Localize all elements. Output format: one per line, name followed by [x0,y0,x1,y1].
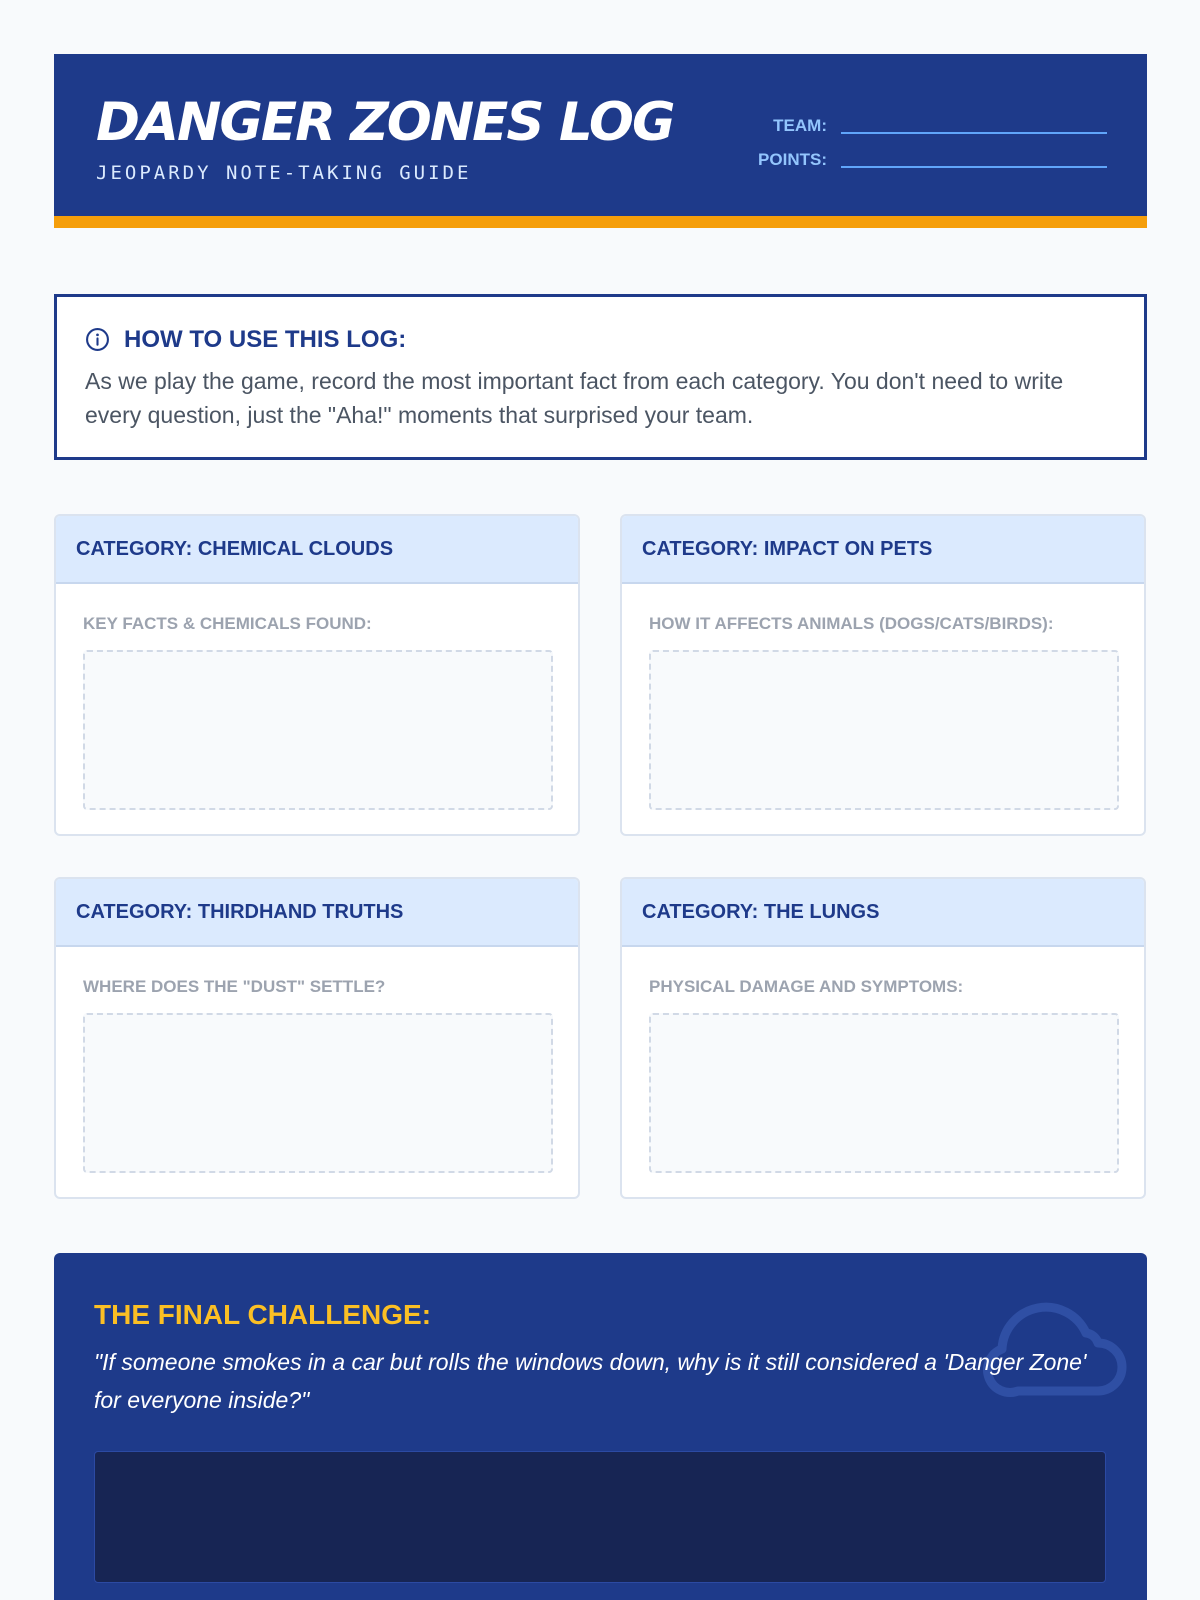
notes-area[interactable] [83,650,553,810]
instructions-title: HOW TO USE THIS LOG: [124,325,407,353]
instructions-text: As we play the game, record the most important fact from each category. You don't need to write every question, just the "Aha!" moments that surprised your team. [85,368,1064,428]
info-circle-icon [85,327,110,352]
team-field-row [747,114,1107,134]
final-challenge-title: THE FINAL CHALLENGE: [94,1299,432,1330]
category-title: CATEGORY: CHEMICAL CLOUDS [76,537,394,560]
notes-area[interactable] [649,650,1119,810]
category-header [56,516,578,584]
page-title: DANGER ZONES LOG [96,92,674,153]
notes-area[interactable] [649,1013,1119,1173]
category-prompt: WHERE DOES THE "DUST" SETTLE? [83,977,386,996]
page-subtitle: JEOPARDY NOTE-TAKING GUIDE [96,162,472,184]
category-header [56,879,578,947]
category-card-thirdhand-truths [54,877,580,1199]
instructions-header [85,327,1116,352]
final-answer-area[interactable] [94,1451,1106,1583]
category-prompt: KEY FACTS & CHEMICALS FOUND: [83,614,372,633]
team-field[interactable] [841,114,1107,134]
category-title: CATEGORY: IMPACT ON PETS [642,537,933,560]
category-prompt: HOW IT AFFECTS ANIMALS (DOGS/CATS/BIRDS): [649,614,1054,633]
category-card-impact-on-pets [620,514,1146,836]
notes-area[interactable] [83,1013,553,1173]
points-label: POINTS: [758,150,827,169]
category-title: CATEGORY: THIRDHAND TRUTHS [76,900,404,923]
final-challenge-question: "If someone smokes in a car but rolls the windows down, why is it still considered a 'Danger Zone' for everyone inside?" [94,1349,1087,1413]
category-card-chemical-clouds [54,514,580,836]
category-prompt: PHYSICAL DAMAGE AND SYMPTOMS: [649,977,964,996]
header-banner [54,54,1147,228]
team-label: TEAM: [773,116,827,135]
points-field[interactable] [841,148,1107,168]
instructions-box [54,294,1147,460]
final-challenge-section [54,1253,1147,1600]
category-header [622,879,1144,947]
category-header [622,516,1144,584]
category-title: CATEGORY: THE LUNGS [642,900,880,923]
points-field-row [747,148,1107,168]
category-card-the-lungs [620,877,1146,1199]
